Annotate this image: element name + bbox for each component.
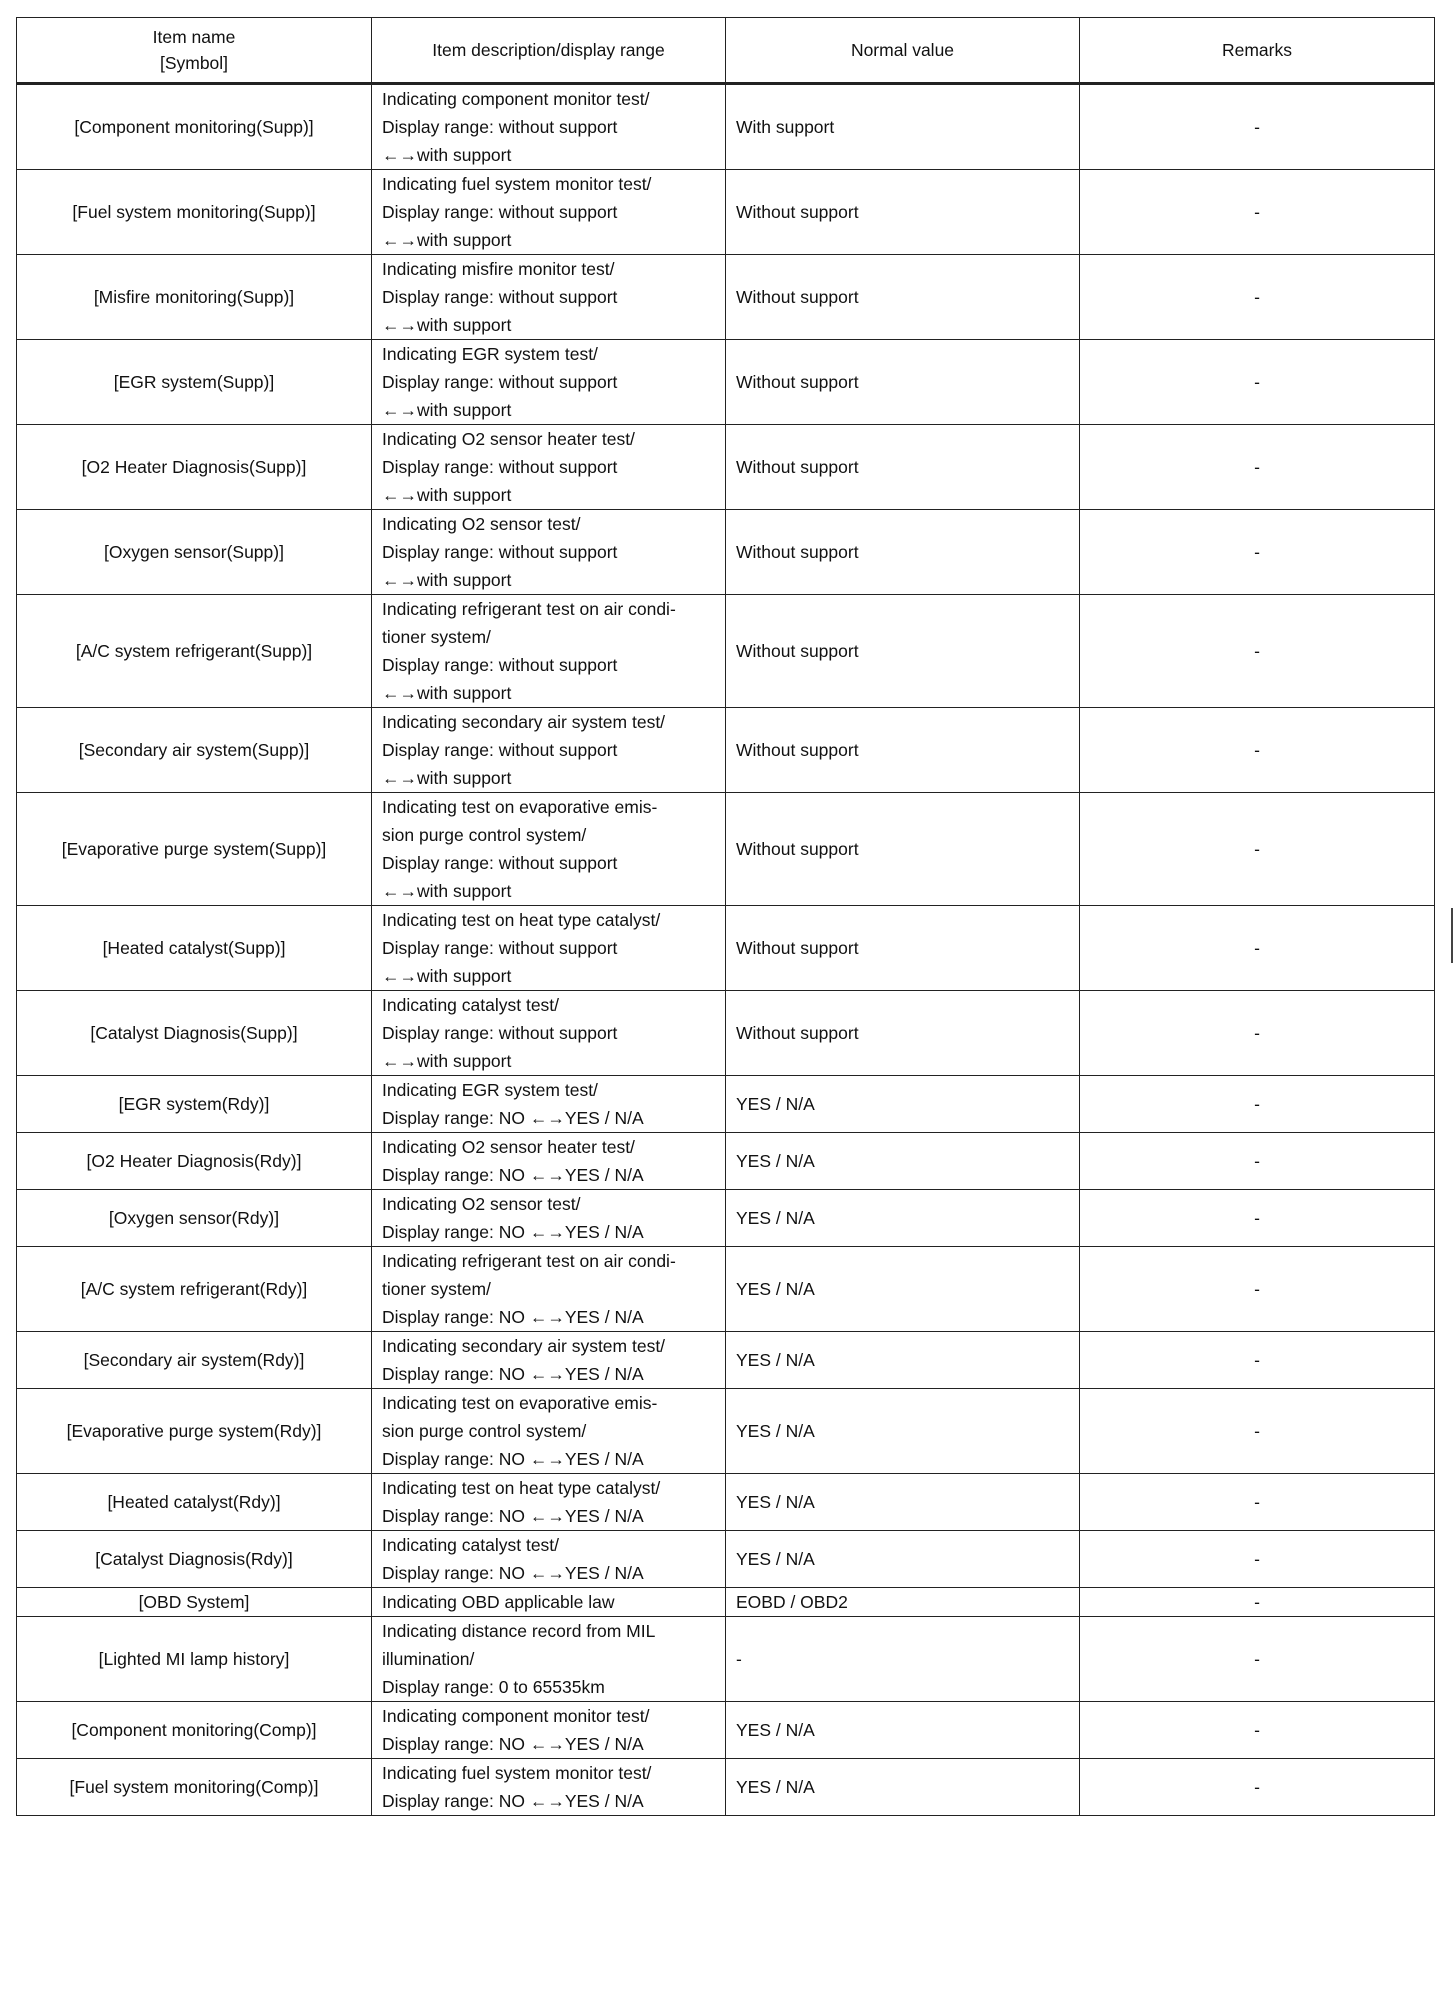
header-description: Item description/display range (372, 18, 726, 84)
description-line: Indicating EGR system test/ (382, 344, 598, 364)
description-line: Display range: without support (382, 938, 618, 958)
remarks-cell: - (1080, 425, 1435, 510)
item-name-cell: [O2 Heater Diagnosis(Rdy)] (17, 1133, 372, 1190)
item-description-cell (372, 1702, 726, 1759)
description-line: Indicating O2 sensor test/ (382, 514, 581, 534)
description-line: Indicating test on evaporative emis- (382, 1393, 658, 1413)
table-row (17, 1247, 1435, 1332)
normal-value-cell: Without support (726, 708, 1080, 793)
description-line: ←→with support (382, 683, 512, 703)
item-description-cell (372, 1588, 726, 1617)
item-description-cell (372, 1076, 726, 1133)
normal-value-cell: Without support (726, 425, 1080, 510)
description-line: ←→with support (382, 881, 512, 901)
normal-value-cell: YES / N/A (726, 1247, 1080, 1332)
description-line: Indicating fuel system monitor test/ (382, 174, 652, 194)
description-line: Indicating catalyst test/ (382, 995, 560, 1015)
item-name-cell: [EGR system(Supp)] (17, 340, 372, 425)
description-line: Display range: NO ←→YES / N/A (382, 1364, 644, 1384)
remarks-cell: - (1080, 1617, 1435, 1702)
header-item-name-line2: [Symbol] (159, 53, 229, 73)
description-line: ←→with support (382, 315, 512, 335)
description-line: Display range: NO ←→YES / N/A (382, 1165, 644, 1185)
remarks-cell: - (1080, 595, 1435, 708)
description-line: Indicating test on evaporative emis- (382, 797, 658, 817)
description-line: Indicating refrigerant test on air condi- (382, 599, 676, 619)
remarks-cell: - (1080, 1190, 1435, 1247)
remarks-cell: - (1080, 1531, 1435, 1588)
item-name-cell: [Catalyst Diagnosis(Rdy)] (17, 1531, 372, 1588)
remarks-cell: - (1080, 84, 1435, 170)
description-line: Indicating O2 sensor test/ (382, 1194, 581, 1214)
description-line: ←→with support (382, 145, 512, 165)
description-line: Display range: NO ←→YES / N/A (382, 1563, 644, 1583)
table-row (17, 1702, 1435, 1759)
description-line: Display range: without support (382, 117, 618, 137)
item-description-cell (372, 1389, 726, 1474)
remarks-cell: - (1080, 1702, 1435, 1759)
item-name-cell: [Evaporative purge system(Rdy)] (17, 1389, 372, 1474)
item-name-cell: [Fuel system monitoring(Comp)] (17, 1759, 372, 1816)
remarks-cell: - (1080, 793, 1435, 906)
description-line: ←→with support (382, 1051, 512, 1071)
item-name-cell: [Oxygen sensor(Rdy)] (17, 1190, 372, 1247)
remarks-cell: - (1080, 1474, 1435, 1531)
description-line: Display range: NO ←→YES / N/A (382, 1791, 644, 1811)
description-line: Indicating EGR system test/ (382, 1080, 598, 1100)
normal-value-cell: Without support (726, 906, 1080, 991)
table-row (17, 255, 1435, 340)
description-line: Display range: without support (382, 740, 618, 760)
table-row (17, 1588, 1435, 1617)
description-line: Indicating refrigerant test on air condi- (382, 1251, 676, 1271)
table-row (17, 510, 1435, 595)
item-spec-table (16, 17, 1435, 1816)
description-line: Display range: without support (382, 655, 618, 675)
table-row (17, 1332, 1435, 1389)
description-line: Display range: without support (382, 853, 618, 873)
table-row (17, 906, 1435, 991)
table-row (17, 991, 1435, 1076)
normal-value-cell: Without support (726, 595, 1080, 708)
header-row (17, 18, 1435, 84)
item-name-cell: [Catalyst Diagnosis(Supp)] (17, 991, 372, 1076)
description-line: Display range: 0 to 65535km (382, 1677, 605, 1697)
item-description-cell (372, 906, 726, 991)
normal-value-cell: Without support (726, 255, 1080, 340)
item-name-cell: [Evaporative purge system(Supp)] (17, 793, 372, 906)
table-row (17, 1531, 1435, 1588)
table-row (17, 425, 1435, 510)
table-row (17, 1759, 1435, 1816)
normal-value-cell: With support (726, 84, 1080, 170)
description-line: Display range: NO ←→YES / N/A (382, 1506, 644, 1526)
item-name-cell: [Oxygen sensor(Supp)] (17, 510, 372, 595)
header-remarks: Remarks (1080, 18, 1435, 84)
header-normal-value: Normal value (726, 18, 1080, 84)
description-line: Display range: without support (382, 372, 618, 392)
item-description-cell (372, 991, 726, 1076)
item-description-cell (372, 1190, 726, 1247)
remarks-cell: - (1080, 170, 1435, 255)
item-name-cell: [Heated catalyst(Supp)] (17, 906, 372, 991)
remarks-cell: - (1080, 255, 1435, 340)
description-line: ←→with support (382, 485, 512, 505)
item-name-cell: [Fuel system monitoring(Supp)] (17, 170, 372, 255)
item-description-cell (372, 1247, 726, 1332)
description-line: Indicating component monitor test/ (382, 1706, 650, 1726)
table-row (17, 793, 1435, 906)
description-line: tioner system/ (382, 1279, 491, 1299)
description-line: Indicating secondary air system test/ (382, 1336, 666, 1356)
item-description-cell (372, 1759, 726, 1816)
table-row (17, 1389, 1435, 1474)
remarks-cell: - (1080, 1332, 1435, 1389)
table-row (17, 1190, 1435, 1247)
item-name-cell: [O2 Heater Diagnosis(Supp)] (17, 425, 372, 510)
remarks-cell: - (1080, 1759, 1435, 1816)
item-description-cell (372, 1133, 726, 1190)
normal-value-cell: YES / N/A (726, 1474, 1080, 1531)
description-line: ←→with support (382, 768, 512, 788)
description-line: sion purge control system/ (382, 1421, 587, 1441)
table-row (17, 1133, 1435, 1190)
normal-value-cell: YES / N/A (726, 1332, 1080, 1389)
normal-value-cell: Without support (726, 340, 1080, 425)
item-name-cell: [A/C system refrigerant(Rdy)] (17, 1247, 372, 1332)
normal-value-cell: YES / N/A (726, 1190, 1080, 1247)
description-line: Display range: without support (382, 1023, 618, 1043)
item-description-cell (372, 340, 726, 425)
item-name-cell: [A/C system refrigerant(Supp)] (17, 595, 372, 708)
item-name-cell: [Secondary air system(Rdy)] (17, 1332, 372, 1389)
item-description-cell (372, 1332, 726, 1389)
item-description-cell (372, 708, 726, 793)
remarks-cell: - (1080, 906, 1435, 991)
description-line: ←→with support (382, 230, 512, 250)
normal-value-cell: YES / N/A (726, 1531, 1080, 1588)
item-description-cell (372, 595, 726, 708)
item-description-cell (372, 793, 726, 906)
table-header (17, 18, 1435, 84)
description-line: Display range: NO ←→YES / N/A (382, 1108, 644, 1128)
normal-value-cell: YES / N/A (726, 1076, 1080, 1133)
remarks-cell: - (1080, 1389, 1435, 1474)
table-row (17, 1076, 1435, 1133)
header-item-name-line1: Item name (152, 27, 236, 47)
remarks-cell: - (1080, 1588, 1435, 1617)
description-line: Indicating OBD applicable law (382, 1592, 615, 1612)
table-row (17, 1474, 1435, 1531)
remarks-cell: - (1080, 991, 1435, 1076)
description-line: Display range: NO ←→YES / N/A (382, 1222, 644, 1242)
item-description-cell (372, 170, 726, 255)
normal-value-cell: - (726, 1617, 1080, 1702)
description-line: Indicating misfire monitor test/ (382, 259, 615, 279)
item-name-cell: [Component monitoring(Comp)] (17, 1702, 372, 1759)
remarks-cell: - (1080, 510, 1435, 595)
description-line: Indicating test on heat type catalyst/ (382, 910, 661, 930)
description-line: tioner system/ (382, 627, 491, 647)
normal-value-cell: Without support (726, 170, 1080, 255)
normal-value-cell: Without support (726, 510, 1080, 595)
description-line: Indicating test on heat type catalyst/ (382, 1478, 661, 1498)
description-line: Display range: NO ←→YES / N/A (382, 1734, 644, 1754)
description-line: ←→with support (382, 570, 512, 590)
item-description-cell (372, 510, 726, 595)
table-row (17, 1617, 1435, 1702)
item-description-cell (372, 1531, 726, 1588)
table-row (17, 340, 1435, 425)
description-line: Indicating fuel system monitor test/ (382, 1763, 652, 1783)
item-name-cell: [Heated catalyst(Rdy)] (17, 1474, 372, 1531)
description-line: Indicating O2 sensor heater test/ (382, 429, 635, 449)
table-row (17, 170, 1435, 255)
table-row (17, 595, 1435, 708)
item-description-cell (372, 1617, 726, 1702)
remarks-cell: - (1080, 1247, 1435, 1332)
description-line: sion purge control system/ (382, 825, 587, 845)
normal-value-cell: YES / N/A (726, 1759, 1080, 1816)
remarks-cell: - (1080, 340, 1435, 425)
remarks-cell: - (1080, 1076, 1435, 1133)
item-name-cell: [Component monitoring(Supp)] (17, 84, 372, 170)
item-name-cell: [Misfire monitoring(Supp)] (17, 255, 372, 340)
description-line: ←→with support (382, 966, 512, 986)
normal-value-cell: EOBD / OBD2 (726, 1588, 1080, 1617)
item-description-cell (372, 1474, 726, 1531)
description-line: Display range: NO ←→YES / N/A (382, 1449, 644, 1469)
table-row (17, 708, 1435, 793)
item-description-cell (372, 255, 726, 340)
normal-value-cell: YES / N/A (726, 1702, 1080, 1759)
description-line: Display range: without support (382, 287, 618, 307)
item-name-cell: [Lighted MI lamp history] (17, 1617, 372, 1702)
item-name-cell: [EGR system(Rdy)] (17, 1076, 372, 1133)
description-line: ←→with support (382, 400, 512, 420)
table-body (17, 84, 1435, 1816)
description-line: Indicating component monitor test/ (382, 89, 650, 109)
description-line: Display range: without support (382, 202, 618, 222)
item-name-cell: [OBD System] (17, 1588, 372, 1617)
normal-value-cell: YES / N/A (726, 1389, 1080, 1474)
remarks-cell: - (1080, 1133, 1435, 1190)
normal-value-cell: Without support (726, 991, 1080, 1076)
item-description-cell (372, 84, 726, 170)
item-name-cell: [Secondary air system(Supp)] (17, 708, 372, 793)
description-line: Indicating O2 sensor heater test/ (382, 1137, 635, 1157)
table-row (17, 84, 1435, 170)
description-line: Display range: without support (382, 542, 618, 562)
description-line: illumination/ (382, 1649, 475, 1669)
remarks-cell: - (1080, 708, 1435, 793)
normal-value-cell: Without support (726, 793, 1080, 906)
revision-bar (1451, 908, 1453, 963)
description-line: Indicating secondary air system test/ (382, 712, 666, 732)
description-line: Display range: without support (382, 457, 618, 477)
description-line: Display range: NO ←→YES / N/A (382, 1307, 644, 1327)
header-item-name (17, 18, 372, 84)
description-line: Indicating catalyst test/ (382, 1535, 560, 1555)
normal-value-cell: YES / N/A (726, 1133, 1080, 1190)
description-line: Indicating distance record from MIL (382, 1621, 656, 1641)
item-description-cell (372, 425, 726, 510)
